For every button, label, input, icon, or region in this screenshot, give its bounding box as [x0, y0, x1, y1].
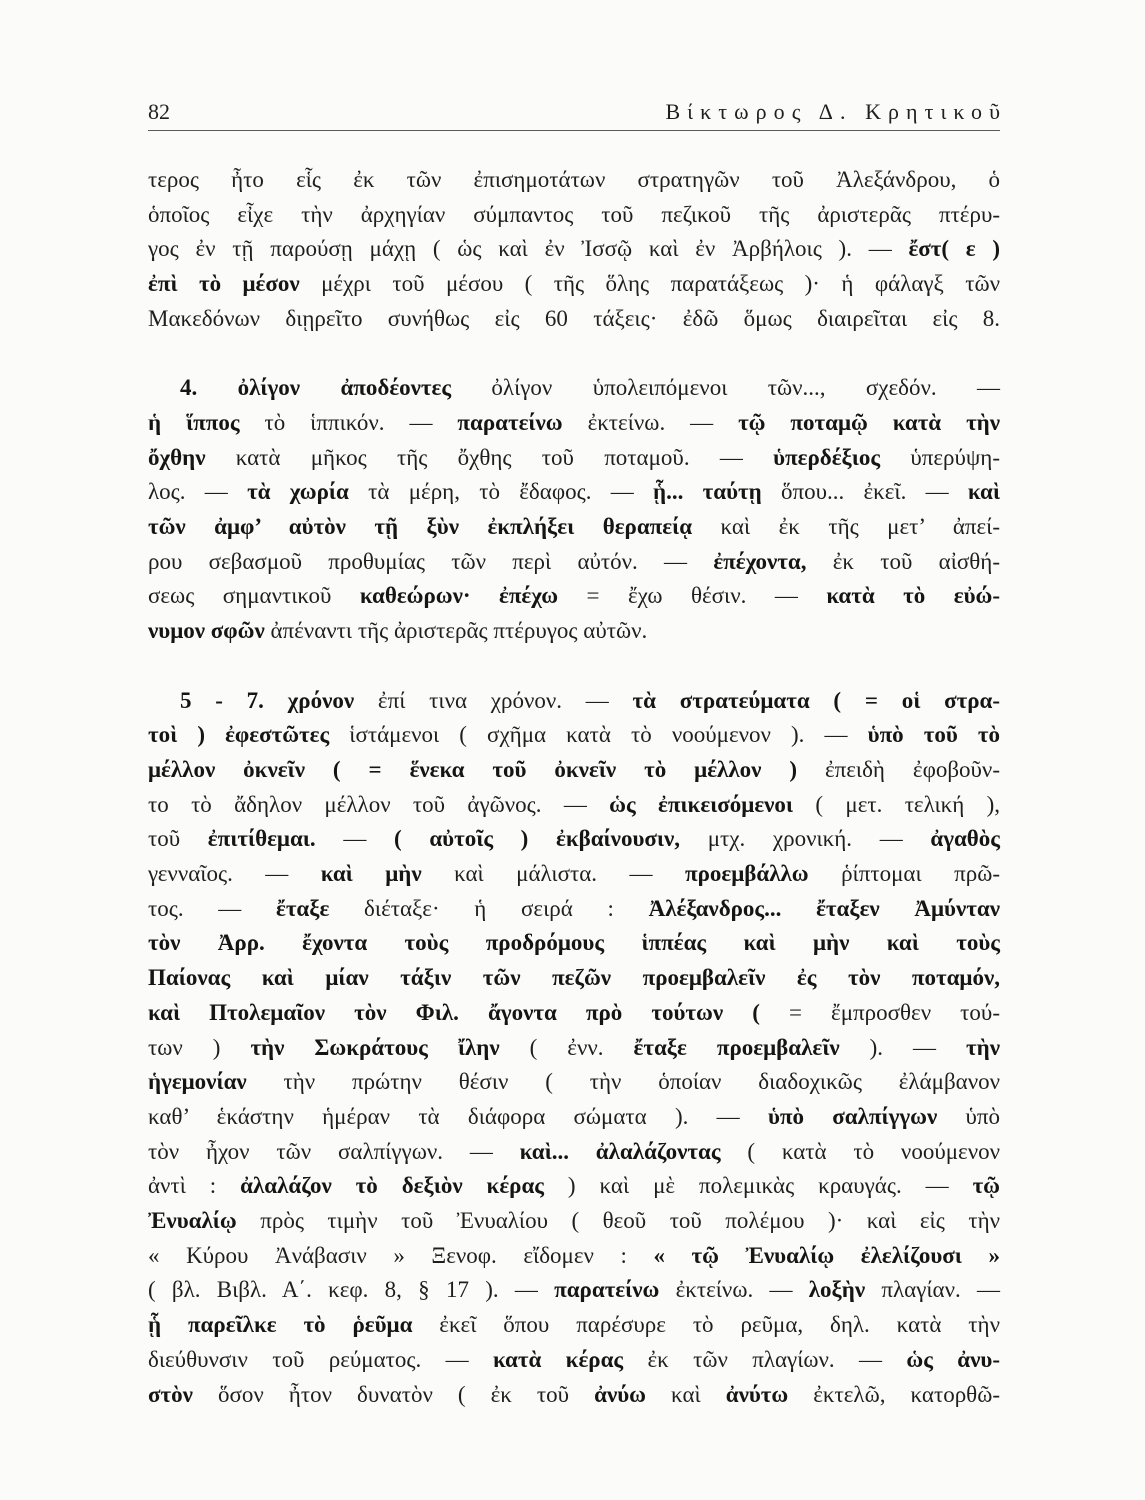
text-line	[148, 614, 1000, 649]
gloss-text: ὅπου... ἐκεῖ. —	[761, 479, 968, 505]
gloss-text: ἐκ τοῦ αἰσθή-	[806, 548, 1000, 574]
text-line	[148, 1204, 1000, 1239]
text-line	[148, 961, 1000, 996]
gloss-text: ) καὶ μὲ πολεμικὰς κραυγάς. —	[544, 1173, 973, 1199]
text-line	[148, 822, 1000, 857]
bold-lemma: ἐπιτίθεμαι.	[207, 826, 316, 852]
bold-lemma: καὶ	[967, 479, 1000, 505]
text-line	[148, 406, 1000, 441]
bold-lemma: μέλλον ὀκνεῖν ( = ἕνεκα τοῦ ὀκνεῖν τὸ μέλλον )	[148, 756, 798, 782]
gloss-text: μέχρι τοῦ μέσου ( τῆς ὅλης παρατάξεως )· ἡ φάλαγξ τῶν	[299, 271, 1000, 297]
bold-lemma: καὶ... ἀλαλάζοντας	[519, 1138, 721, 1164]
text-line	[148, 1100, 1000, 1135]
gloss-text: διέταξε· ἡ σειρά :	[329, 895, 649, 921]
bold-lemma: τῷ ποταμῷ κατὰ τὴν	[738, 409, 1001, 435]
gloss-text: = ἔχω θέσιν. —	[558, 583, 827, 609]
bold-lemma: ὑπὸ σαλπίγγων	[767, 1103, 938, 1129]
gloss-text: σεως σημαντικοῦ	[148, 583, 360, 609]
gloss-text: Μακεδόνων διῃρεῖτο συνήθως εἰς 60 τάξεις· ἐδῶ ὅμως διαιρεῖται εἰς 8.	[148, 305, 1000, 331]
gloss-text: τοῦ	[148, 826, 208, 852]
text-line	[148, 267, 1000, 302]
text-line	[148, 441, 1000, 476]
gloss-text: ἀπέναντι τῆς ἀριστερᾶς πτέρυγος αὐτῶν.	[264, 618, 648, 644]
bold-lemma: « τῷ Ἐνυαλίῳ ἐλελίζουσι »	[653, 1242, 1000, 1268]
bold-lemma: 4. ὀλίγον ἀποδέοντες	[180, 375, 452, 401]
gloss-text: καὶ ἐκ τῆς μετ’ ἀπεί-	[692, 514, 1000, 540]
gloss-text: τὴν πρώτην θέσιν ( τὴν ὁποίαν διαδοχικῶς ἐλάμβανον	[246, 1069, 1000, 1095]
text-line	[148, 371, 1000, 406]
bold-lemma: προεμβάλλω	[684, 861, 809, 887]
gloss-text: καὶ	[646, 1381, 726, 1407]
gloss-text: = ἔμπροσθεν τού-	[759, 999, 1000, 1025]
bold-lemma: ἀλαλάζον τὸ δεξιὸν κέρας	[240, 1173, 544, 1199]
gloss-text: ἐκεῖ ὅπου παρέσυρε τὸ ρεῦμα, δηλ. κατὰ τὴν	[412, 1312, 1000, 1338]
bold-lemma: ἔστ( ε )	[908, 236, 1000, 262]
gloss-text: ( βλ. Βιβλ. Α΄. κεφ. 8, § 17 ). —	[148, 1277, 555, 1303]
gloss-text: το τὸ ἄδηλον μέλλον τοῦ ἀγῶνος. —	[148, 791, 610, 817]
bold-lemma: ἐπέχοντα,	[713, 548, 807, 574]
text-line	[148, 926, 1000, 961]
text-line	[148, 1169, 1000, 1204]
header-rule	[148, 130, 1000, 131]
bold-lemma: ἔταξε προεμβαλεῖν	[633, 1034, 840, 1060]
bold-lemma: τὰ στρατεύματα ( = οἱ στρα-	[632, 687, 1000, 713]
gloss-text: ). —	[839, 1034, 967, 1060]
bold-lemma: ὑπερδέξιος	[773, 444, 881, 470]
gloss-text: ὁποῖος εἶχε τὴν ἀρχηγίαν σύμπαντος τοῦ πεζικοῦ τῆς ἀριστερᾶς πτέρυ-	[148, 201, 1000, 227]
text-line	[148, 996, 1000, 1031]
text-line	[148, 163, 1000, 198]
bold-lemma: ἀνύτω	[725, 1381, 789, 1407]
bold-lemma: τὴν	[966, 1034, 1000, 1060]
gloss-text: ὑπὸ	[937, 1103, 1000, 1129]
gloss-text: γενναῖος. —	[148, 861, 321, 887]
text-line	[148, 232, 1000, 267]
gloss-text: —	[315, 826, 394, 852]
text-line	[148, 718, 1000, 753]
bold-lemma: καθεώρων· ἐπέχω	[359, 583, 559, 609]
gloss-text: τὸν ἦχον τῶν σαλπίγγων. —	[148, 1138, 520, 1164]
gloss-text: πλαγίαν. —	[865, 1277, 1000, 1303]
bold-lemma: τὰ χωρία	[247, 479, 349, 505]
text-line	[148, 475, 1000, 510]
gloss-text: πρὸς τιμὴν τοῦ Ἐνυαλίου ( θεοῦ τοῦ πολέμου )· καὶ εἰς τὴν	[236, 1208, 1000, 1234]
gloss-text: ἐκτείνω. —	[659, 1277, 809, 1303]
text-line	[148, 1273, 1000, 1308]
paragraph	[148, 684, 1000, 1413]
gloss-text: ὑπερύψη-	[880, 444, 1000, 470]
bold-lemma: 5 - 7. χρόνον	[180, 687, 355, 713]
gloss-text: των )	[148, 1034, 251, 1060]
bold-lemma: Ἐνυαλίῳ	[148, 1208, 237, 1234]
text-line	[148, 1135, 1000, 1170]
bold-lemma: στὸν	[148, 1381, 193, 1407]
gloss-text: ( κατὰ τὸ νοούμενον	[720, 1138, 1000, 1164]
page-number: 82	[148, 99, 170, 124]
gloss-text: τερος ἦτο εἷς ἐκ τῶν ἐπισημοτάτων στρατηγῶν τοῦ Ἀλεξάνδρου, ὁ	[148, 167, 1000, 192]
text-line	[148, 753, 1000, 788]
bold-lemma: ὄχθην	[148, 444, 206, 470]
text-line	[148, 545, 1000, 580]
gloss-text: ἱστάμενοι ( σχῆμα κατὰ τὸ νοούμενον ). —	[329, 722, 868, 748]
text-line	[148, 198, 1000, 233]
bold-lemma: ( αὐτοῖς ) ἐκβαίνουσιν,	[394, 826, 681, 852]
bold-lemma: παρατείνω	[457, 409, 563, 435]
text-line	[148, 1239, 1000, 1274]
paragraph	[148, 371, 1000, 649]
text-line	[148, 1308, 1000, 1343]
bold-lemma: ἀγαθὸς	[930, 826, 1000, 852]
gloss-text: διεύθυνσιν τοῦ ρεύματος. —	[148, 1346, 493, 1372]
bold-lemma: παρατείνω	[554, 1277, 660, 1303]
paragraph	[148, 163, 1000, 337]
bold-lemma: ὑπὸ τοῦ τὸ	[867, 722, 1000, 748]
gloss-text: καθ’ ἑκάστην ἡμέραν τὰ διάφορα σώματα ). —	[148, 1103, 768, 1129]
gloss-text: τὸ ἱππικόν. —	[239, 409, 458, 435]
bold-lemma: ᾗ παρεῖλκε τὸ ῥεῦμα	[148, 1312, 413, 1338]
gloss-text: ( μετ. τελική ),	[793, 791, 1000, 817]
gloss-text: ρου σεβασμοῦ προθυμίας τῶν περὶ αὐτόν. —	[148, 548, 714, 574]
text-line	[148, 684, 1000, 719]
text-line	[148, 857, 1000, 892]
bold-lemma: κατὰ τὸ εὐώ-	[826, 583, 1001, 609]
gloss-text: ὅσον ἦτον δυνατὸν ( ἐκ τοῦ	[192, 1381, 595, 1407]
bold-lemma: ὡς ἀνυ-	[906, 1346, 1000, 1372]
bold-lemma: τῶν ἀμφ’ αὐτὸν τῇ ξὺν ἐκπλήξει θεραπείᾳ	[148, 514, 693, 540]
text-line	[148, 788, 1000, 823]
gloss-text: ὀλίγον ὑπολειπόμενοι τῶν..., σχεδόν. —	[451, 375, 1001, 401]
text-line	[148, 1343, 1000, 1378]
gloss-text: καὶ μάλιστα. —	[421, 861, 685, 887]
bold-lemma: νυμον σφῶν	[148, 618, 265, 644]
gloss-text: ἀντὶ :	[148, 1173, 241, 1199]
text-line	[148, 579, 1000, 614]
bold-lemma: τὸν Ἀρρ. ἔχοντα τοὺς προδρόμους ἱππέας καὶ μὴν καὶ τοὺς	[148, 930, 1000, 956]
gloss-text: ( ἐνν.	[499, 1034, 634, 1060]
gloss-text: ἐκτείνω. —	[562, 409, 739, 435]
bold-lemma: ἀνύω	[594, 1381, 646, 1407]
bold-lemma: Ἀλέξανδρος... ἔταξεν Ἀμύνταν	[648, 895, 1000, 921]
text-line	[148, 1031, 1000, 1066]
gloss-text: ἐκ τῶν πλαγίων. —	[623, 1346, 907, 1372]
bold-lemma: καὶ μὴν	[320, 861, 422, 887]
bold-lemma: ἡ ἵππος	[148, 409, 240, 435]
bold-lemma: καὶ Πτολεμαῖον τὸν Φιλ. ἄγοντα πρὸ τούτων (	[148, 999, 760, 1025]
text-line	[148, 1378, 1000, 1413]
gloss-text: « Κύρου Ἀνάβασιν » Ξενοφ. εἴδομεν :	[148, 1242, 654, 1268]
gloss-text: ἐπί τινα χρόνον. —	[354, 687, 633, 713]
bold-lemma: λοξὴν	[808, 1277, 866, 1303]
running-title: Βίκτωρος Δ. Κρητικοῦ	[665, 99, 1008, 124]
gloss-text: λος. —	[148, 479, 248, 505]
text-line	[148, 892, 1000, 927]
bold-lemma: ᾗ... ταύτῃ	[653, 479, 762, 505]
text-line	[148, 302, 1000, 337]
gloss-text: τὰ μέρη, τὸ ἔδαφος. —	[348, 479, 654, 505]
bold-lemma: Παίονας καὶ μίαν τάξιν τῶν πεζῶν προεμβαλεῖν ἐς τὸν ποταμόν,	[148, 965, 1000, 991]
bold-lemma: τοὶ ) ἐφεστῶτες	[148, 722, 330, 748]
text-line	[148, 510, 1000, 545]
page-header	[148, 96, 1008, 128]
gloss-text: μτχ. χρονική. —	[680, 826, 931, 852]
gloss-text: τος. —	[148, 895, 276, 921]
body-text	[148, 163, 1000, 1412]
bold-lemma: ἡγεμονίαν	[148, 1069, 247, 1095]
gloss-text: ῥίπτομαι πρῶ-	[808, 861, 1000, 887]
bold-lemma: ἐπὶ τὸ μέσον	[148, 271, 300, 297]
gloss-text: γος ἐν τῇ παρούσῃ μάχῃ ( ὡς καὶ ἐν Ἰσσῷ καὶ ἐν Ἀρβήλοις ). —	[148, 236, 909, 262]
bold-lemma: ὡς ἐπικεισόμενοι	[609, 791, 794, 817]
gloss-text: ἐπειδὴ ἐφοβοῦν-	[797, 756, 1000, 782]
gloss-text: κατὰ μῆκος τῆς ὄχθης τοῦ ποταμοῦ. —	[205, 444, 774, 470]
bold-lemma: κατὰ κέρας	[492, 1346, 624, 1372]
gloss-text: ἐκτελῶ, κατορθῶ-	[788, 1381, 1000, 1407]
bold-lemma: ἔταξε	[276, 895, 330, 921]
text-line	[148, 1065, 1000, 1100]
bold-lemma: τὴν Σωκράτους ἴλην	[250, 1034, 500, 1060]
bold-lemma: τῷ	[972, 1173, 1000, 1199]
